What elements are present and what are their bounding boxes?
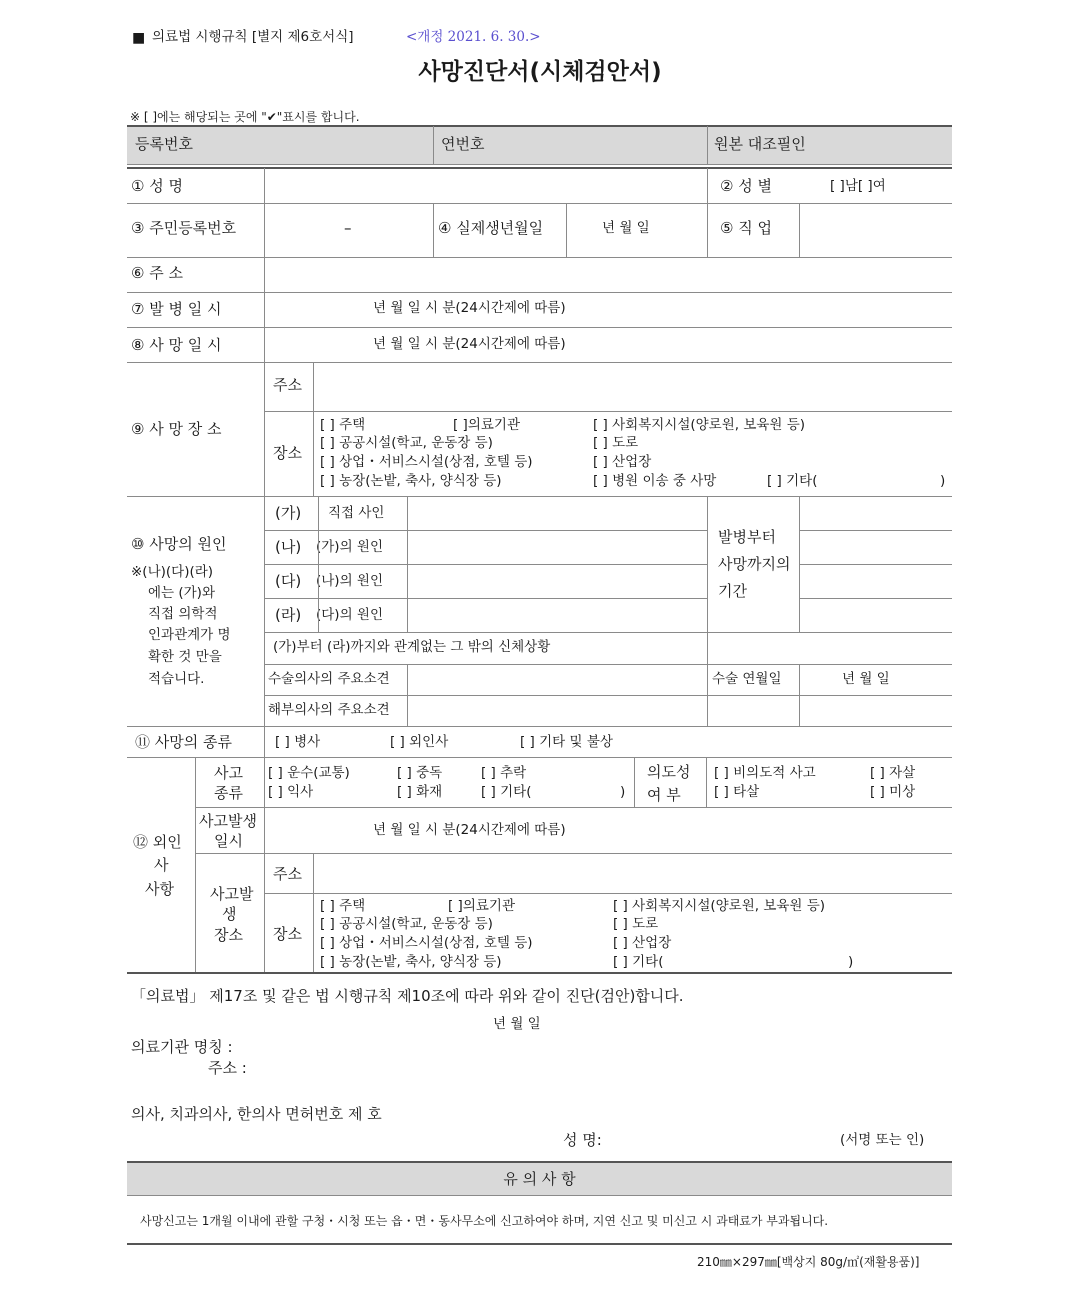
statement-date[interactable]: 년 월 일: [493, 1016, 541, 1032]
cause-note-3: 직접 의학적: [148, 606, 218, 622]
cause-da-desc: (나)의 원인: [316, 573, 383, 589]
place-address-label: 주소: [273, 376, 302, 394]
accident-traffic[interactable]: [ ] 운수(교통): [268, 765, 350, 781]
external-cause-label: ⑫ 외인: [133, 833, 182, 851]
accident-poisoning[interactable]: [ ] 중독: [397, 765, 443, 781]
address-field[interactable]: [265, 258, 952, 291]
birth-date-field[interactable]: 년 월 일: [602, 220, 650, 236]
accident-place-commercial[interactable]: [ ] 상업・서비스시설(상점, 호텔 등): [320, 935, 533, 951]
death-kind-label: ⑪ 사망의 종류: [135, 733, 232, 751]
intent-homicide[interactable]: [ ] 타살: [714, 784, 760, 800]
rrn-field[interactable]: –: [344, 219, 352, 237]
original-verification-label: 원본 대조필인: [714, 135, 806, 153]
intent-label-2: 여 부: [647, 786, 681, 804]
death-kind-external[interactable]: [ ] 외인사: [390, 734, 449, 750]
death-kind-other[interactable]: [ ] 기타 및 불상: [520, 734, 613, 750]
signature-label: 성 명:: [563, 1131, 602, 1149]
cause-note-4: 인과관계가 명: [148, 627, 231, 643]
accident-datetime-field[interactable]: 년 월 일 시 분(24시간제에 따름): [373, 822, 566, 838]
duration-label-3: 기간: [718, 582, 747, 600]
surgeon-findings-field[interactable]: [408, 665, 707, 695]
sex-options[interactable]: [ ]남[ ]여: [830, 178, 886, 194]
rrn-label: ③ 주민등록번호: [131, 219, 237, 237]
institution-address-label: 주소 :: [208, 1059, 247, 1077]
intent-label-1: 의도성: [647, 763, 691, 781]
job-field[interactable]: [800, 204, 952, 256]
checkbox-note: ※ [ ]에는 해당되는 곳에 "✔"표시를 합니다.: [130, 110, 360, 124]
accident-time-label-2: 일시: [214, 832, 243, 850]
place-of-death-label: ⑨ 사 망 장 소: [131, 420, 222, 438]
cause-ga-label: (가): [275, 504, 302, 522]
paper-spec-footer: 210㎜×297㎜[백상지 80g/㎡(재활용품)]: [697, 1255, 920, 1269]
place-address-field[interactable]: [314, 363, 952, 410]
cause-of-death-label: ⑩ 사망의 원인: [131, 535, 227, 553]
place-type-label: 장소: [273, 444, 302, 462]
duration-da-field[interactable]: [800, 565, 952, 598]
cause-ga-desc: 직접 사인: [328, 505, 385, 521]
intent-suicide[interactable]: [ ] 자살: [870, 765, 916, 781]
institution-name-field[interactable]: [262, 1036, 662, 1058]
accident-other-close: ): [620, 784, 626, 800]
cause-ra-desc: (다)의 원인: [316, 607, 383, 623]
accident-type-label-1: 사고: [214, 764, 243, 782]
surgery-date-field[interactable]: 년 월 일: [842, 671, 890, 687]
autopsy-findings-label: 해부의사의 주요소견: [268, 702, 390, 718]
regulation-reference: 의료법 시행규칙 [별지 제6호서식]: [152, 29, 354, 45]
cause-na-label: (나): [275, 538, 302, 556]
cause-ra-label: (라): [275, 606, 302, 624]
intent-unknown[interactable]: [ ] 미상: [870, 784, 916, 800]
place-option-other[interactable]: [ ] 기타(: [767, 473, 818, 489]
accident-drowning[interactable]: [ ] 익사: [268, 784, 314, 800]
accident-time-label-1: 사고발생: [199, 812, 257, 830]
onset-datetime-field[interactable]: 년 월 일 시 분(24시간제에 따름): [373, 300, 566, 316]
place-option-road[interactable]: [ ] 도로: [593, 435, 639, 451]
caution-title: 유 의 사 항: [503, 1170, 576, 1188]
duration-label-1: 발병부터: [718, 528, 776, 546]
sex-label: ② 성 별: [720, 177, 772, 195]
statement-text: 「의료법」 제17조 및 같은 법 시행규칙 제10조에 따라 위와 같이 진단(검안)합니다.: [131, 987, 684, 1005]
external-cause-label-2: 사: [154, 856, 169, 874]
place-option-welfare[interactable]: [ ] 사회복지시설(양로원, 보육원 등): [593, 417, 806, 433]
accident-type-label-2: 종류: [214, 784, 243, 802]
cause-note-5: 확한 것 만을: [148, 649, 222, 665]
duration-label-2: 사망까지의: [718, 555, 791, 573]
cause-note-6: 적습니다.: [148, 671, 205, 687]
birth-label: ④ 실제생년월일: [438, 219, 544, 237]
institution-name-label: 의료기관 명칭 :: [131, 1038, 233, 1056]
accident-place-other[interactable]: [ ] 기타(: [613, 954, 664, 970]
death-kind-disease[interactable]: [ ] 병사: [275, 734, 321, 750]
accident-place-farm[interactable]: [ ] 농장(논밭, 축사, 양식장 등): [320, 954, 502, 970]
accident-place-road[interactable]: [ ] 도로: [613, 916, 659, 932]
signature-field[interactable]: [615, 1128, 835, 1152]
place-other-close: ): [940, 473, 946, 489]
duration-na-field[interactable]: [800, 531, 952, 564]
serial-number-label: 연번호: [441, 135, 485, 153]
place-option-public[interactable]: [ ] 공공시설(학교, 운동장 등): [320, 435, 493, 451]
accident-place-welfare[interactable]: [ ] 사회복지시설(양로원, 보육원 등): [613, 898, 826, 914]
revision-note: <개정 2021. 6. 30.>: [406, 29, 541, 45]
name-field[interactable]: [265, 170, 707, 202]
accident-address-field[interactable]: [314, 854, 952, 893]
accident-place-medical[interactable]: [ ]의료기관: [448, 898, 515, 914]
accident-place-label-3: 장소: [214, 926, 243, 944]
registry-header-bg: [127, 126, 952, 164]
form-title: 사망진단서(시체검안서): [418, 59, 662, 85]
signature-or-seal: (서명 또는 인): [840, 1132, 925, 1148]
other-condition-field[interactable]: [708, 633, 952, 664]
license-number-label: 의사, 치과의사, 한의사 면허번호 제 호: [131, 1105, 382, 1123]
place-option-industrial[interactable]: [ ] 산업장: [593, 454, 652, 470]
place-option-medical[interactable]: [ ]의료기관: [453, 417, 520, 433]
duration-ra-field[interactable]: [800, 599, 952, 632]
accident-fall[interactable]: [ ] 추락: [481, 765, 527, 781]
cause-note-2: 에는 (가)와: [148, 585, 215, 601]
place-option-transport[interactable]: [ ] 병원 이송 중 사망: [593, 473, 717, 489]
onset-label: ⑦ 발 병 일 시: [131, 300, 222, 318]
institution-address-field[interactable]: [262, 1057, 662, 1079]
accident-place-label-1: 사고발: [210, 885, 254, 903]
cause-na-desc: (가)의 원인: [316, 539, 383, 555]
accident-place-house[interactable]: [ ] 주택: [320, 898, 366, 914]
place-option-house[interactable]: [ ] 주택: [320, 417, 366, 433]
name-label: ① 성 명: [131, 177, 183, 195]
accident-place-industrial[interactable]: [ ] 산업장: [613, 935, 672, 951]
accident-fire[interactable]: [ ] 화재: [397, 784, 443, 800]
accident-place-other-close: ): [848, 954, 854, 970]
place-option-farm[interactable]: [ ] 농장(논밭, 축사, 양식장 등): [320, 473, 502, 489]
death-datetime-field[interactable]: 년 월 일 시 분(24시간제에 따름): [373, 336, 566, 352]
surgeon-findings-label: 수술의사의 주요소견: [268, 671, 390, 687]
intent-unintentional[interactable]: [ ] 비의도적 사고: [714, 765, 816, 781]
accident-other[interactable]: [ ] 기타(: [481, 784, 532, 800]
external-cause-label-3: 사항: [145, 880, 174, 898]
other-condition-label: (가)부터 (라)까지와 관계없는 그 밖의 신체상황: [273, 639, 551, 655]
accident-address-label: 주소: [273, 865, 302, 883]
cause-note-1: ※(나)(다)(라): [131, 564, 214, 580]
accident-place-public[interactable]: [ ] 공공시설(학교, 운동장 등): [320, 916, 493, 932]
surgery-date-label: 수술 연월일: [712, 671, 782, 687]
place-option-commercial[interactable]: [ ] 상업・서비스시설(상점, 호텔 등): [320, 454, 533, 470]
header-square: ■: [132, 30, 146, 46]
cause-da-field[interactable]: [408, 565, 707, 598]
cause-ra-field[interactable]: [408, 599, 707, 632]
autopsy-findings-field[interactable]: [408, 696, 952, 726]
duration-ga-field[interactable]: [800, 497, 952, 530]
caution-text: 사망신고는 1개월 이내에 관할 구청・시청 또는 읍・면・동사무소에 신고하여야 하며, 지연 신고 및 미신고 시 과태료가 부과됩니다.: [140, 1214, 829, 1228]
cause-da-label: (다): [275, 572, 302, 590]
cause-na-field[interactable]: [408, 531, 707, 564]
job-label: ⑤ 직 업: [720, 219, 772, 237]
registration-number-label: 등록번호: [135, 135, 193, 153]
accident-place-type-label: 장소: [273, 925, 302, 943]
cause-ga-field[interactable]: [408, 497, 707, 530]
death-label: ⑧ 사 망 일 시: [131, 336, 222, 354]
address-label: ⑥ 주 소: [131, 264, 183, 282]
accident-place-label-2: 생: [222, 905, 237, 923]
